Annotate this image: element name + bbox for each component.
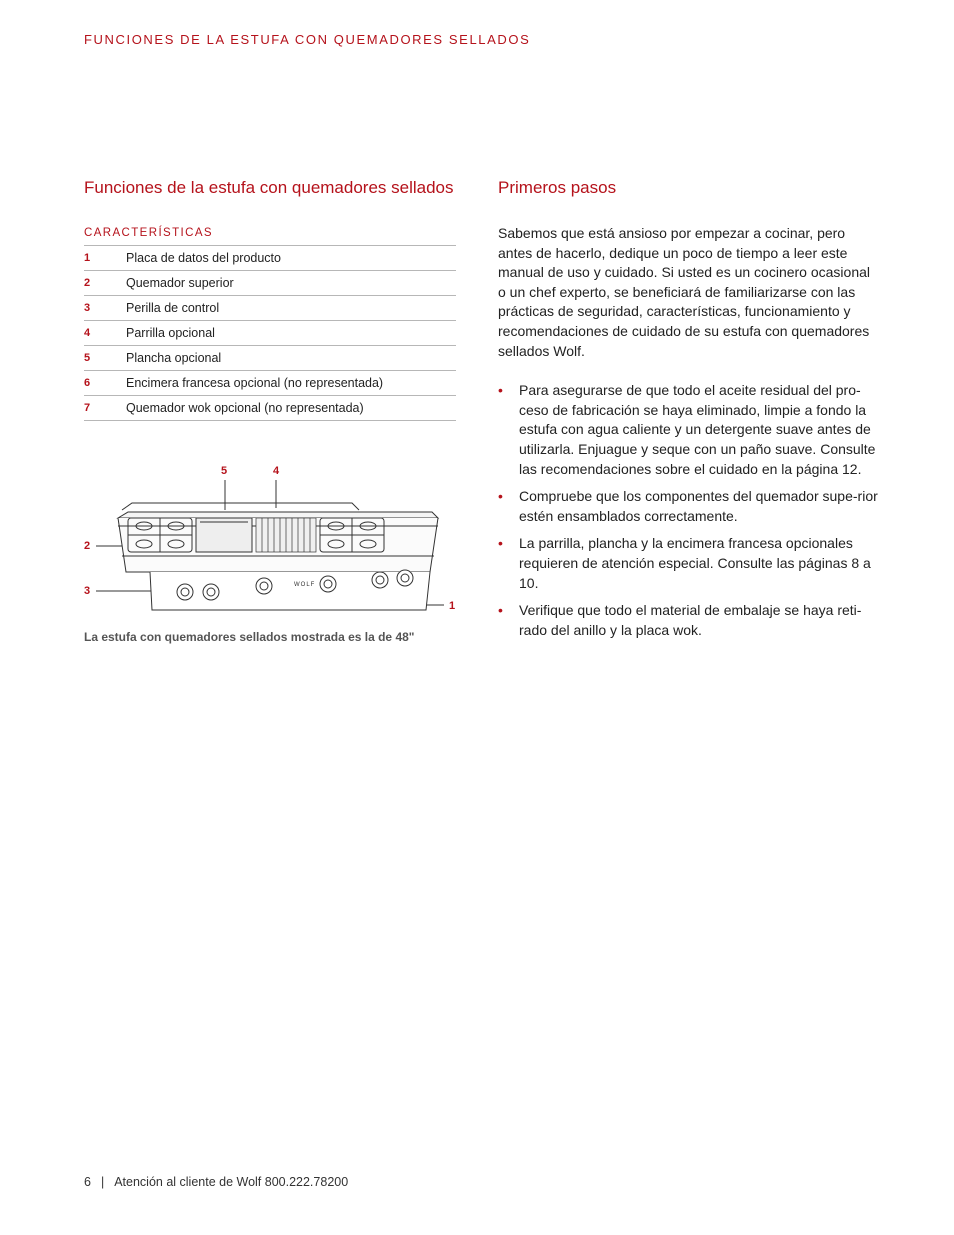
- rangetop-diagram: [84, 460, 464, 620]
- feature-row: [84, 346, 456, 371]
- intro-paragraph: Sabemos que está ansioso por empezar a cocinar, pero antes de hacerlo, dedique un poco de tiempo a leer este manual de uso y cuidado. Si usted es un cocinero ocasional o un chef experto, se beneficiará de familiarizarse con las prácticas de seguridad, características, funcionamiento y recomendaciones de cuidado de su estufa con quemadores sellados Wolf.: [498, 225, 871, 359]
- right-burner-grate: [320, 518, 384, 552]
- list-item-text: Para asegurarse de que todo el aceite residual del pro-ceso de fabricación se haya eliminado, limpie a fondo la estufa con agua caliente y un detergente suave antes de utilizarla. Enjuague y seque con un paño suave. Consulte las recomendaciones sobre el cuidado en la página 12.: [519, 382, 876, 477]
- list-item-text: La parrilla, plancha y la encimera francesa opcionales requieren de atención especial. Consulte las páginas 8 a 10.: [519, 535, 871, 591]
- feature-label: Parrilla opcional: [126, 326, 215, 340]
- tips-list: [498, 381, 880, 640]
- features-list: [84, 245, 456, 421]
- bullet-icon: •: [498, 382, 503, 399]
- getting-started-title: Primeros pasos: [498, 178, 617, 197]
- feature-label: Placa de datos del producto: [126, 251, 281, 265]
- page-footer: [84, 1175, 348, 1189]
- bullet-icon: •: [498, 535, 503, 552]
- feature-row: [84, 271, 456, 296]
- callout-3: 3: [84, 585, 91, 597]
- feature-label: Perilla de control: [126, 301, 220, 315]
- list-item-text: Compruebe que los componentes del quemador supe-rior estén ensamblados correctamente.: [519, 488, 878, 524]
- callout-1: 1: [449, 600, 456, 612]
- callout-5: 5: [221, 465, 228, 477]
- list-item: [498, 534, 880, 593]
- callout-2: 2: [84, 540, 91, 552]
- getting-started-column: [498, 178, 880, 648]
- bullet-icon: •: [498, 602, 503, 619]
- bullet-icon: •: [498, 488, 503, 505]
- list-item: [498, 381, 880, 479]
- diagram-caption: La estufa con quemadores sellados mostrada es la de 48": [84, 630, 415, 644]
- feature-row: [84, 321, 456, 346]
- feature-row: [84, 296, 456, 321]
- features-title: Funciones de la estufa con quemadores sellados: [84, 178, 454, 197]
- page-number: 6: [84, 1175, 91, 1189]
- section-header: FUNCIONES DE LA ESTUFA CON QUEMADORES SELLADOS: [84, 32, 531, 47]
- cooktop-surface: [118, 512, 438, 518]
- feature-number: 1: [84, 252, 91, 264]
- feature-number: 3: [84, 302, 91, 314]
- feature-row: [84, 371, 456, 396]
- footer-separator: |: [100, 1175, 105, 1189]
- feature-number: 5: [84, 352, 91, 364]
- feature-label: Plancha opcional: [126, 351, 222, 365]
- feature-row: [84, 396, 456, 421]
- feature-number: 4: [84, 327, 91, 339]
- feature-number: 6: [84, 377, 91, 389]
- feature-number: 2: [84, 277, 91, 289]
- list-item: [498, 601, 880, 640]
- grill: [256, 518, 316, 552]
- list-item-text: Verifique que todo el material de embalaje se haya reti-rado del anillo y la placa wok.: [519, 602, 862, 638]
- feature-label: Quemador wok opcional (no representada): [126, 401, 364, 415]
- feature-row: [84, 246, 456, 271]
- list-item: [498, 487, 880, 526]
- callout-4: 4: [273, 465, 280, 477]
- features-subtitle: CARACTERÍSTICAS: [84, 227, 213, 239]
- feature-label: Encimera francesa opcional (no representada): [126, 376, 384, 390]
- left-burner-grate: [128, 518, 192, 552]
- brand-logo: WOLF: [294, 582, 316, 588]
- features-column: [84, 178, 456, 421]
- feature-label: Quemador superior: [126, 276, 234, 290]
- footer-contact: Atención al cliente de Wolf 800.222.78200: [114, 1175, 349, 1189]
- griddle: [196, 518, 252, 552]
- back-trim: [122, 503, 359, 510]
- feature-number: 7: [84, 402, 91, 414]
